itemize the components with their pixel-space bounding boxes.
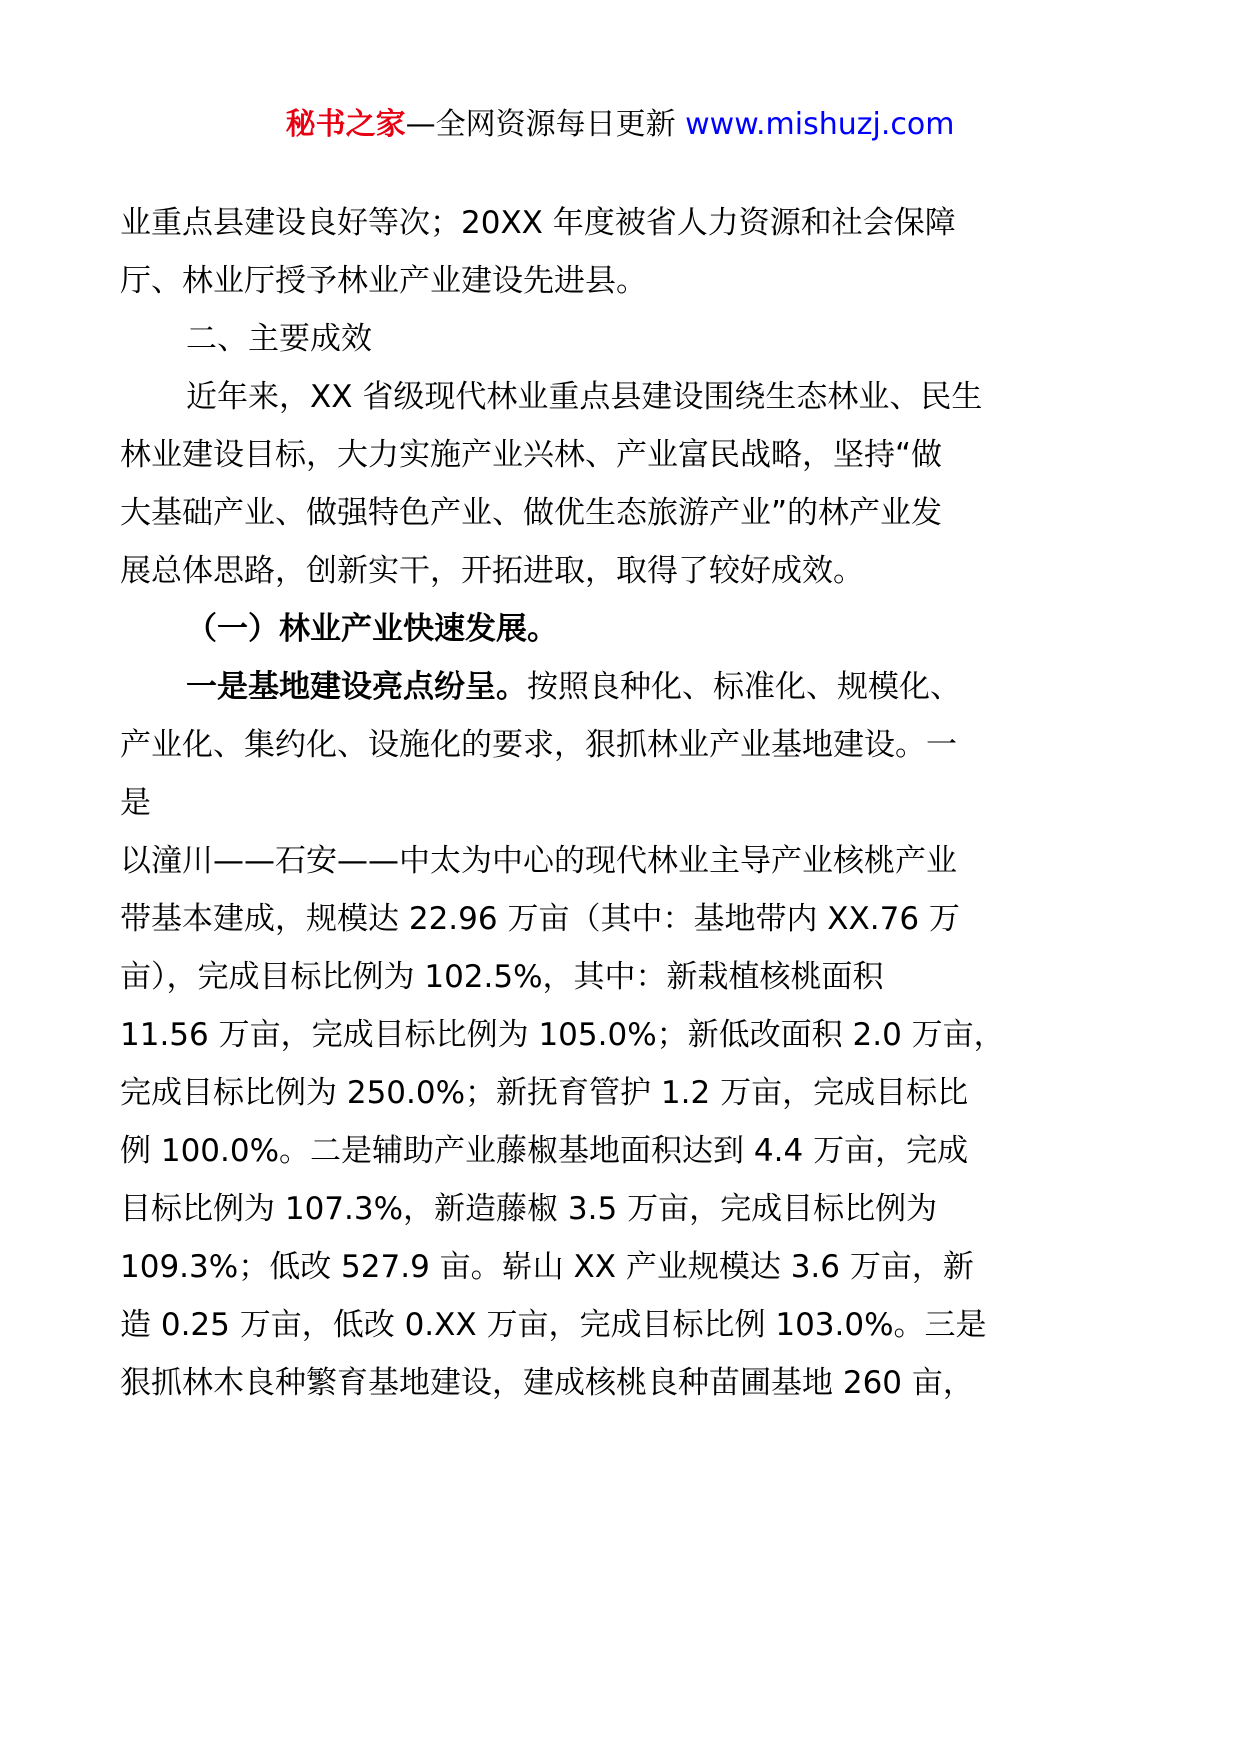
document-body [120, 194, 1120, 1412]
body-line: 厅、林业厅授予林业产业建设先进县。 [120, 263, 647, 299]
body-line: 造 0.25 万亩，低改 0.XX 万亩，完成目标比例 103.0%。三是 [120, 1307, 987, 1343]
body-line: 大基础产业、做强特色产业、做优生态旅游产业”的林产业发 [120, 495, 943, 531]
body-line: 业重点县建设良好等次；20XX 年度被省人力资源和社会保障 [120, 205, 956, 241]
body-line [120, 658, 1120, 716]
body-line: 带基本建成，规模达 22.96 万亩（其中：基地带内 XX.76 万 [120, 901, 960, 937]
header-tagline: —全网资源每日更新 [405, 107, 686, 142]
body-line: 以潼川——石安——中太为中心的现代林业主导产业核桃产业 [120, 843, 957, 879]
body-line: 109.3%；低改 527.9 亩。崭山 XX 产业规模达 3.6 万亩，新 [120, 1249, 974, 1285]
body-line: 狠抓林木良种繁育基地建设，建成核桃良种苗圃基地 260 亩， [120, 1365, 974, 1401]
body-line: 11.56 万亩，完成目标比例为 105.0%；新低改面积 2.0 万亩， [120, 1017, 1005, 1053]
body-line: 近年来，XX 省级现代林业重点县建设围绕生态林业、民生 [186, 379, 983, 415]
page-header [0, 103, 1240, 147]
section-heading: 二、主要成效 [186, 321, 372, 357]
lead-phrase: 一是基地建设亮点纷呈。 [186, 669, 527, 705]
subsection-heading: （一）林业产业快速发展。 [186, 611, 558, 647]
body-line: 是 [120, 785, 151, 821]
body-line: 产业化、集约化、设施化的要求，狠抓林业产业基地建设。一 [120, 727, 957, 763]
site-url-link[interactable]: www.mishuzj.com [685, 107, 955, 142]
brand-name: 秘书之家 [285, 107, 406, 142]
body-line: 亩），完成目标比例为 102.5%，其中：新栽植核桃面积 [120, 959, 884, 995]
body-line: 林业建设目标，大力实施产业兴林、产业富民战略，坚持“做 [120, 437, 943, 473]
body-line: 例 100.0%。二是辅助产业藤椒基地面积达到 4.4 万亩，完成 [120, 1133, 969, 1169]
body-line: 目标比例为 107.3%，新造藤椒 3.5 万亩，完成目标比例为 [120, 1191, 938, 1227]
body-line: 展总体思路，创新实干，开拓进取，取得了较好成效。 [120, 553, 864, 589]
body-line: 完成目标比例为 250.0%；新抚育管护 1.2 万亩，完成目标比 [120, 1075, 969, 1111]
body-line-rest: 按照良种化、标准化、规模化、 [527, 669, 961, 705]
